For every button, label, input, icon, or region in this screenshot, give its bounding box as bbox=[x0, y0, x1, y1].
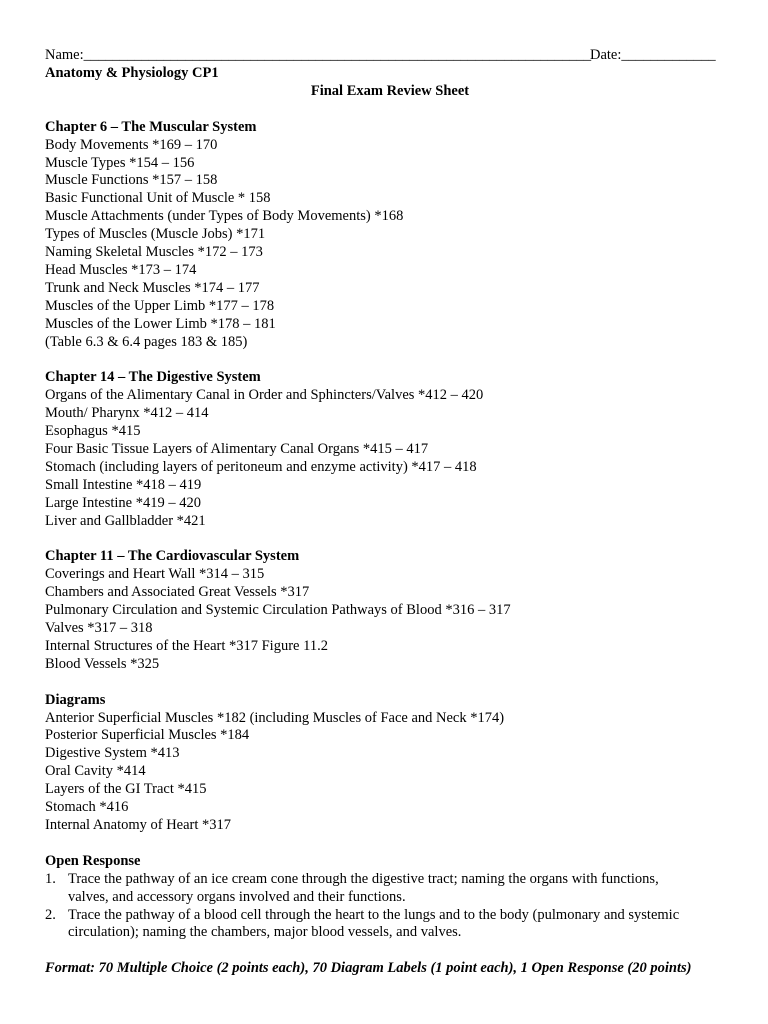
list-item: Stomach *416 bbox=[45, 799, 129, 816]
item-text-line-2: circulation); naming the chambers, major blood vessels, and valves. bbox=[68, 924, 462, 941]
list-item: Coverings and Heart Wall *314 – 315 bbox=[45, 566, 265, 583]
list-item: Pulmonary Circulation and Systemic Circulation Pathways of Blood *316 – 317 bbox=[45, 602, 511, 619]
list-item: Body Movements *169 – 170 bbox=[45, 136, 218, 153]
section-chapter-14 bbox=[45, 369, 735, 530]
section-open-response bbox=[45, 853, 735, 943]
name-field-label: Name:______________________________________________________________________ bbox=[45, 47, 592, 63]
item-text-line-1: Trace the pathway of a blood cell through the heart to the lungs and to the body (pulmonary and systemic bbox=[68, 906, 680, 923]
list-item: Types of Muscles (Muscle Jobs) *171 bbox=[45, 226, 266, 243]
section-heading: Open Response bbox=[45, 852, 141, 869]
item-text-line-1: Trace the pathway of an ice cream cone through the digestive tract; naming the organs with functions, bbox=[68, 870, 659, 887]
page-title: Final Exam Review Sheet bbox=[310, 82, 470, 99]
list-item: Muscles of the Lower Limb *178 – 181 bbox=[45, 315, 276, 332]
section-chapter-6 bbox=[45, 119, 735, 352]
open-response-list bbox=[45, 871, 735, 943]
list-item: Valves *317 – 318 bbox=[45, 620, 153, 637]
list-item: Mouth/ Pharynx *412 – 414 bbox=[45, 405, 209, 422]
item-text-line-2: valves, and accessory organs involved and their functions. bbox=[68, 888, 406, 905]
format-note: Format: 70 Multiple Choice (2 points each), 70 Diagram Labels (1 point each), 1 Open Response (20 points) bbox=[45, 960, 692, 977]
list-item: Stomach (including layers of peritoneum and enzyme activity) *417 – 418 bbox=[45, 458, 477, 475]
name-date-line bbox=[45, 47, 735, 65]
spacer bbox=[45, 835, 735, 853]
list-item: Trunk and Neck Muscles *174 – 177 bbox=[45, 279, 260, 296]
list-item: Muscle Functions *157 – 158 bbox=[45, 172, 218, 189]
list-item: Blood Vessels *325 bbox=[45, 655, 160, 672]
list-item: Esophagus *415 bbox=[45, 423, 141, 440]
open-response-item bbox=[45, 907, 735, 943]
list-item: Basic Functional Unit of Muscle * 158 bbox=[45, 190, 271, 207]
section-heading: Diagrams bbox=[45, 691, 106, 708]
document-body bbox=[45, 47, 735, 978]
item-number: 2. bbox=[45, 906, 56, 923]
spacer bbox=[45, 531, 735, 549]
date-field-label: Date:_____________ bbox=[590, 47, 716, 63]
list-item: Chambers and Associated Great Vessels *317 bbox=[45, 584, 310, 601]
list-item: Muscle Attachments (under Types of Body Movements) *168 bbox=[45, 208, 404, 225]
list-item: Head Muscles *173 – 174 bbox=[45, 261, 197, 278]
list-item: Anterior Superficial Muscles *182 (including Muscles of Face and Neck *174) bbox=[45, 709, 505, 726]
section-heading: Chapter 6 – The Muscular System bbox=[45, 118, 257, 135]
spacer bbox=[45, 942, 735, 960]
list-item: Organs of the Alimentary Canal in Order and Sphincters/Valves *412 – 420 bbox=[45, 387, 484, 404]
spacer bbox=[45, 674, 735, 692]
list-item: Internal Anatomy of Heart *317 bbox=[45, 817, 232, 833]
list-item: Small Intestine *418 – 419 bbox=[45, 476, 202, 493]
list-item: Posterior Superficial Muscles *184 bbox=[45, 727, 250, 744]
item-number: 1. bbox=[45, 870, 56, 887]
list-item: Large Intestine *419 – 420 bbox=[45, 494, 201, 511]
list-item: Internal Structures of the Heart *317 Figure 11.2 bbox=[45, 637, 328, 654]
section-chapter-11 bbox=[45, 548, 735, 673]
section-diagrams bbox=[45, 692, 735, 835]
list-item: Muscle Types *154 – 156 bbox=[45, 154, 195, 171]
spacer bbox=[45, 351, 735, 369]
list-item: Liver and Gallbladder *421 bbox=[45, 512, 206, 529]
spacer bbox=[45, 101, 735, 119]
course-title: Anatomy & Physiology CP1 bbox=[45, 65, 219, 81]
section-heading: Chapter 14 – The Digestive System bbox=[45, 369, 261, 386]
list-item: Naming Skeletal Muscles *172 – 173 bbox=[45, 244, 263, 261]
list-item: Digestive System *413 bbox=[45, 745, 180, 762]
list-item: (Table 6.3 & 6.4 pages 183 & 185) bbox=[45, 333, 248, 350]
section-heading: Chapter 11 – The Cardiovascular System bbox=[45, 548, 300, 565]
list-item: Muscles of the Upper Limb *177 – 178 bbox=[45, 297, 275, 314]
list-item: Layers of the GI Tract *415 bbox=[45, 781, 207, 798]
list-item: Four Basic Tissue Layers of Alimentary Canal Organs *415 – 417 bbox=[45, 441, 429, 457]
open-response-item bbox=[45, 871, 735, 907]
list-item: Oral Cavity *414 bbox=[45, 763, 146, 780]
